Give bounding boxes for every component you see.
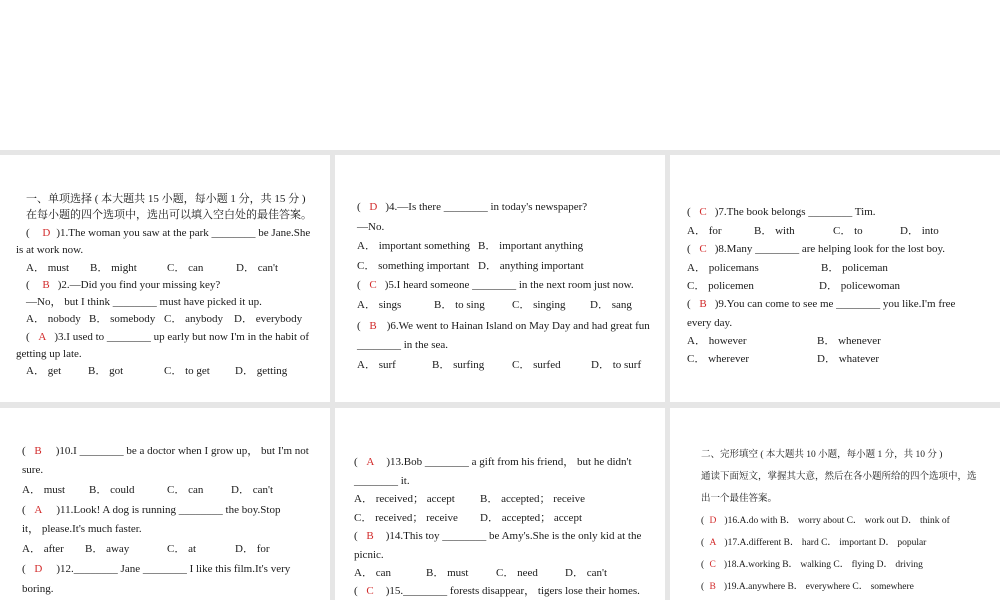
option-c: C． surfed <box>512 359 561 371</box>
option-a: A． must <box>26 262 70 274</box>
question-18 <box>701 558 923 572</box>
blank-top-area <box>0 0 1000 150</box>
answer-mark: B <box>34 445 42 457</box>
question-text: )17.A.different B． hard C． important D． popular <box>724 538 927 548</box>
option-c: C． wherever <box>687 353 750 365</box>
question-6-options <box>357 358 641 372</box>
option-c: C． at <box>167 543 197 555</box>
paren-open: ( <box>26 279 30 291</box>
question-text: )9.You can come to see me ________ you like.I'm free <box>714 298 956 310</box>
question-16 <box>701 514 950 528</box>
paren-open: ( <box>687 243 691 255</box>
question-text: )6.We went to Hainan Island on May Day and had great fun <box>386 320 650 332</box>
question-9-options-ab <box>687 334 881 348</box>
option-b: B． got <box>88 365 124 377</box>
option-b: B． whenever <box>817 335 881 347</box>
question-14 <box>354 529 641 543</box>
answer-mark: A <box>366 456 375 468</box>
section-heading: 一、单项选择 ( 本大题共 15 小题，每小题 1 分，共 15 分 ) <box>26 193 306 205</box>
question-2 <box>26 278 220 292</box>
question-13-cont: ________ it. <box>354 475 410 487</box>
question-14-cont: picnic. <box>354 549 384 561</box>
page-panel-1 <box>0 155 330 402</box>
option-b: B． accepted； receive <box>480 493 586 505</box>
question-7 <box>687 205 876 219</box>
option-d: D． accepted； accept <box>480 512 582 524</box>
paren-open: ( <box>354 456 358 468</box>
option-a: A． for <box>687 225 722 237</box>
option-c: C． policemen <box>687 280 754 292</box>
paren-open: ( <box>357 320 361 332</box>
question-text: )15.________ forests disappear， tigers lose their homes. <box>385 585 640 597</box>
option-d: D． for <box>235 543 270 555</box>
answer-mark: C <box>699 243 707 255</box>
paren-open: ( <box>22 445 26 457</box>
question-11 <box>22 503 280 517</box>
answer-mark: C <box>699 206 707 218</box>
question-text: )16.A.do with B． worry about C． work out D． think of <box>724 516 950 526</box>
paren-open: ( <box>701 560 705 570</box>
option-a: A． important something <box>357 240 471 252</box>
answer-mark: B <box>366 530 374 542</box>
question-10-cont: sure. <box>22 464 44 476</box>
option-a: A． must <box>22 484 66 496</box>
question-2-options <box>26 312 302 326</box>
paren-open: ( <box>701 538 705 548</box>
answer-mark: C <box>369 279 377 291</box>
paren-open: ( <box>701 516 705 526</box>
option-c: C． something important <box>357 260 470 272</box>
option-d: D． can't <box>236 262 278 274</box>
question-1-options <box>26 261 278 275</box>
option-a: A． sings <box>357 299 402 311</box>
paren-open: ( <box>354 585 358 597</box>
option-c: C． received； receive <box>354 512 458 524</box>
question-text: )2.—Did you find your missing key? <box>57 279 221 291</box>
paren-open: ( <box>357 201 361 213</box>
question-8-options-cd <box>687 279 900 293</box>
question-5 <box>357 278 634 292</box>
paren-open: ( <box>22 504 26 516</box>
answer-mark: B <box>42 279 50 291</box>
question-15 <box>354 584 640 598</box>
question-10 <box>22 444 309 458</box>
option-a: A． nobody <box>26 313 81 325</box>
question-2-cont: —No， but I think ________ must have picked it up. <box>26 296 262 308</box>
question-text: )7.The book belongs ________ Tim. <box>714 206 876 218</box>
option-d: D． policewoman <box>819 280 900 292</box>
question-4 <box>357 200 587 214</box>
option-a: A． after <box>22 543 64 555</box>
option-a: A． policemans <box>687 262 759 274</box>
page-panel-5 <box>335 408 665 600</box>
question-5-options <box>357 298 632 312</box>
paren-open: ( <box>701 582 705 592</box>
answer-mark: A <box>38 331 47 343</box>
option-b: B． could <box>89 484 135 496</box>
option-b: B． somebody <box>89 313 156 325</box>
question-10-options <box>22 483 273 497</box>
answer-mark: A <box>34 504 43 516</box>
answer-mark: D <box>42 227 51 239</box>
option-b: B． surfing <box>432 359 485 371</box>
question-13 <box>354 455 632 469</box>
question-12 <box>22 562 290 576</box>
option-c: C． can <box>167 484 204 496</box>
answer-mark: B <box>699 298 707 310</box>
section-instruction: 通读下面短文，掌握其大意，然后在各小题所给的四个选项中，选 <box>701 472 977 482</box>
question-text: )11.Look! A dog is running ________ the boy.Stop <box>56 504 281 516</box>
option-a: A． received； accept <box>354 493 455 505</box>
question-14-options <box>354 566 607 580</box>
option-c: C． singing <box>512 299 566 311</box>
option-c: C． to get <box>164 365 210 377</box>
answer-mark: C <box>709 560 716 570</box>
answer-mark: B <box>709 582 716 592</box>
question-text: )8.Many ________ are helping look for the lost boy. <box>714 243 946 255</box>
option-d: D． everybody <box>234 313 303 325</box>
page-panel-3 <box>670 155 1000 402</box>
question-9-cont: every day. <box>687 317 733 329</box>
option-d: D． can't <box>565 567 607 579</box>
option-b: B． policeman <box>821 262 888 274</box>
question-text: )13.Bob ________ a gift from his friend， but he didn't <box>386 456 632 468</box>
answer-mark: D <box>34 563 43 575</box>
question-9-options-cd <box>687 352 879 366</box>
question-11-options <box>22 542 270 556</box>
paren-open: ( <box>22 563 26 575</box>
question-3 <box>26 330 309 344</box>
page-panel-2 <box>335 155 665 402</box>
option-a: A． get <box>26 365 62 377</box>
option-d: D． anything important <box>478 260 584 272</box>
option-a: A． surf <box>357 359 396 371</box>
question-8-options-ab <box>687 261 888 275</box>
question-13-options-ab <box>354 492 585 506</box>
option-c: C． need <box>496 567 538 579</box>
question-6 <box>357 319 650 333</box>
question-4-options-cd <box>357 259 584 273</box>
option-a: A． however <box>687 335 747 347</box>
option-b: B． away <box>85 543 130 555</box>
option-d: D． into <box>900 225 939 237</box>
answer-mark: A <box>709 538 717 548</box>
option-d: D． to surf <box>591 359 642 371</box>
question-text: )18.A.working B． walking C． flying D． driving <box>723 560 923 570</box>
question-4-cont: —No. <box>357 221 385 233</box>
question-12-cont: boring. <box>22 583 54 595</box>
option-c: C． to <box>833 225 863 237</box>
section-heading: 二、完形填空 ( 本大题共 10 小题，每小题 1 分，共 10 分 ) <box>701 450 943 460</box>
question-1 <box>26 226 310 240</box>
question-9 <box>687 297 955 311</box>
option-d: D． getting <box>235 365 288 377</box>
paren-open: ( <box>26 227 30 239</box>
paren-open: ( <box>26 331 30 343</box>
question-text: )10.I ________ be a doctor when I grow up， but I'm not <box>55 445 309 457</box>
question-text: )5.I heard someone ________ in the next room just now. <box>384 279 634 291</box>
option-c: C． anybody <box>164 313 223 325</box>
paren-open: ( <box>357 279 361 291</box>
section-instruction: 在每小题的四个选项中，选出可以填入空白处的最佳答案。 <box>26 209 312 221</box>
question-6-cont: ________ in the sea. <box>357 339 449 351</box>
paren-open: ( <box>687 206 691 218</box>
answer-mark: C <box>366 585 374 597</box>
question-1-cont: is at work now. <box>16 244 84 256</box>
option-b: B． might <box>90 262 137 274</box>
option-a: A． can <box>354 567 391 579</box>
question-17 <box>701 536 926 550</box>
question-3-options <box>26 364 287 378</box>
question-text: )1.The woman you saw at the park ________ be Jane.She <box>56 227 311 239</box>
page-panel-6 <box>670 408 1000 600</box>
paren-open: ( <box>687 298 691 310</box>
question-19 <box>701 580 914 594</box>
question-3-cont: getting up late. <box>16 348 82 360</box>
option-c: C． can <box>167 262 204 274</box>
option-b: B． must <box>426 567 469 579</box>
option-b: B． important anything <box>478 240 584 252</box>
option-d: D． whatever <box>817 353 880 365</box>
question-13-options-cd <box>354 511 582 525</box>
question-text: )12.________ Jane ________ I like this film.It's very <box>56 563 291 575</box>
option-b: B． with <box>754 225 795 237</box>
question-8 <box>687 242 945 256</box>
question-text: )4.—Is there ________ in today's newspaper? <box>385 201 588 213</box>
question-text: )19.A.anywhere B． everywhere C． somewhere <box>723 582 914 592</box>
option-d: D． sang <box>590 299 632 311</box>
question-4-options-ab <box>357 239 583 253</box>
option-d: D． can't <box>231 484 273 496</box>
question-7-options <box>687 224 939 238</box>
answer-mark: D <box>709 516 717 526</box>
question-text: )3.I used to ________ up early but now I'm in the habit of <box>54 331 310 343</box>
paren-open: ( <box>354 530 358 542</box>
question-11-cont: it， please.It's much faster. <box>22 523 142 535</box>
answer-mark: B <box>369 320 377 332</box>
option-b: B． to sing <box>434 299 485 311</box>
question-text: )14.This toy ________ be Amy's.She is the only kid at the <box>385 530 642 542</box>
answer-mark: D <box>369 201 378 213</box>
page-panel-4 <box>0 408 330 600</box>
section-instruction-cont: 出一个最佳答案。 <box>701 494 778 504</box>
